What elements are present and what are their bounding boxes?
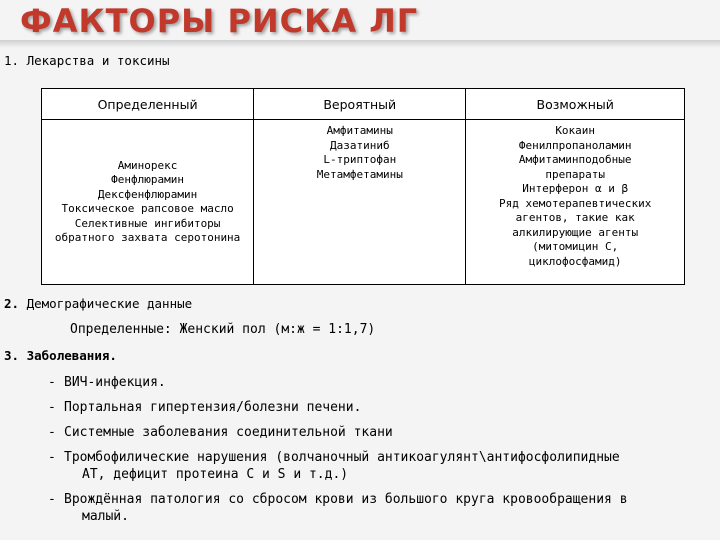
page-title: ФАКТОРЫ РИСКА ЛГ <box>20 2 419 40</box>
list-item: - ВИЧ-инфекция. <box>48 375 166 390</box>
header-possible: Возможный <box>466 89 685 120</box>
list-item: Амфитамины <box>326 124 393 137</box>
list-item: препараты <box>545 167 605 181</box>
header-definite: Определенный <box>42 89 254 120</box>
section-2-heading <box>4 296 192 311</box>
section-1-label: Лекарства и токсины <box>26 53 170 68</box>
list-item: циклофосфамид) <box>528 254 622 268</box>
section-3-label: Заболевания. <box>26 348 117 363</box>
section-2-line: Определенные: Женский пол (м:ж = 1:1,7) <box>70 322 376 337</box>
list-item: Ряд хемотерапевтических <box>499 196 652 210</box>
risk-factors-table <box>41 88 685 285</box>
list-item: агентов, такие как <box>515 211 635 224</box>
list-item: (митомицин С, <box>532 240 619 253</box>
list-item-continuation: малый. <box>82 509 129 524</box>
possible-cell <box>466 120 685 285</box>
probable-cell <box>254 120 466 285</box>
list-item: Амфитаминподобные <box>518 153 632 166</box>
title-divider <box>0 40 720 48</box>
list-item: Интерферон α и β <box>522 182 629 195</box>
list-item-continuation: АТ, дефицит протеина С и S и т.д.) <box>82 467 349 482</box>
list-item: - Тромбофилические нарушения (волчаночный антикоагулянт\антифосфолипидные <box>48 450 620 465</box>
section-2-number: 2. <box>4 296 20 311</box>
section-1-heading <box>4 53 170 68</box>
list-item: Аминорекс <box>117 158 178 172</box>
list-item: L-триптофан <box>323 153 397 166</box>
list-item: Дазатиниб <box>329 138 390 152</box>
list-item: Метамфетамины <box>316 167 403 181</box>
list-item: Фенфлюрамин <box>111 173 185 186</box>
section-3-heading <box>4 348 117 363</box>
list-item: - Системные заболевания соединительной ткани <box>48 425 393 440</box>
list-item: Токсическое рапсовое масло <box>61 202 234 215</box>
section-1-number: 1. <box>4 53 20 68</box>
list-item: Дексфенфлюрамин <box>97 187 198 201</box>
list-item: - Портальная гипертензия/болезни печени. <box>48 400 362 415</box>
list-item: - Врождённая патология со сбросом крови из большого круга кровообращения в <box>48 492 628 507</box>
section-2-label: Демографические данные <box>26 296 193 311</box>
list-item: Кокаин <box>555 124 596 137</box>
list-item: обратного захвата серотонина <box>54 231 241 244</box>
header-probable: Вероятный <box>254 89 466 120</box>
list-item: Селективные ингибиторы <box>74 216 221 230</box>
table-header-row <box>42 89 685 120</box>
list-item: Фенилпропаноламин <box>518 138 632 152</box>
section-3-number: 3. <box>4 348 20 363</box>
list-item: алкилирующие агенты <box>512 225 639 239</box>
table-row <box>42 120 685 285</box>
definite-cell <box>42 120 254 285</box>
